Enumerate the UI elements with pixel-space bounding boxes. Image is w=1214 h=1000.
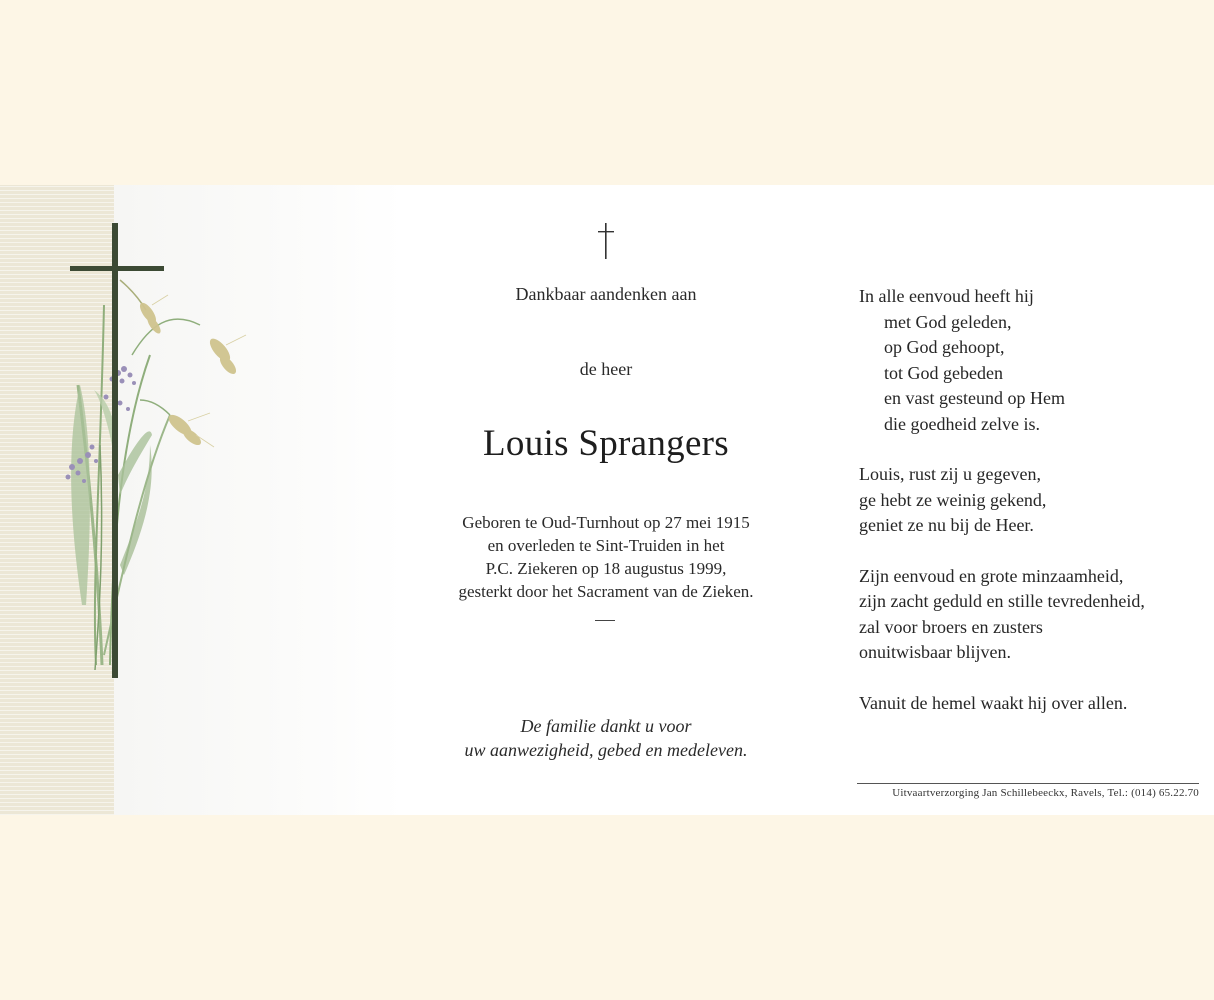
latin-cross-icon	[596, 223, 616, 259]
poem-line: Louis, rust zij u gegeven,	[859, 464, 1041, 484]
poem-line: die goedheid zelve is.	[884, 413, 1040, 434]
details-line: en overleden te Sint-Truiden in het	[487, 536, 725, 555]
poem-line: ge hebt ze weinig gekend,	[859, 489, 1047, 510]
poem-line: zal voor broers en zusters	[859, 616, 1043, 637]
poem-line: met God geleden,	[884, 311, 1012, 332]
intro-text: Dankbaar aandenken aan	[515, 284, 697, 304]
poem-line: Vanuit de hemel waakt hij over allen.	[859, 692, 1128, 713]
poem-line: zijn zacht geduld en stille tevredenheid,	[859, 591, 1145, 611]
poem-line: Zijn eenvoud en grote minzaamheid,	[859, 565, 1124, 586]
cross-with-wheat-and-flowers-icon	[0, 185, 260, 815]
memorial-card	[0, 185, 1214, 815]
deceased-name: Louis Sprangers	[483, 423, 729, 464]
family-thanks	[420, 714, 792, 762]
poem-stanza	[859, 462, 1204, 539]
poem	[859, 284, 1204, 741]
poem-line: onuitwisbaar blijven.	[859, 642, 1011, 662]
poem-line: geniet ze nu bij de Heer.	[859, 515, 1034, 535]
details-line: gesterkt door het Sacrament van de Zieken.	[458, 582, 754, 601]
poem-line: In alle eenvoud heeft hij	[859, 286, 1034, 306]
poem-stanza	[859, 284, 1204, 437]
poem-line: op God gehoopt,	[884, 337, 1005, 357]
funeral-director-credit: Uitvaartverzorging Jan Schillebeeckx, Ravels, Tel.: (014) 65.22.70	[892, 787, 1199, 799]
thanks-line: De familie dankt u voor	[520, 716, 692, 736]
details-line: Geboren te Oud-Turnhout op 27 mei 1915	[462, 513, 750, 532]
life-details	[420, 511, 792, 603]
details-line: P.C. Ziekeren op 18 augustus 1999,	[485, 559, 727, 578]
thanks-line: uw aanwezigheid, gebed en medeleven.	[464, 740, 748, 760]
footer-rule	[857, 783, 1199, 784]
poem-line: tot God gebeden	[884, 362, 1003, 383]
poem-stanza	[859, 691, 1204, 717]
salutation: de heer	[579, 359, 633, 379]
divider-dash	[595, 620, 615, 621]
poem-stanza	[859, 564, 1204, 666]
poem-line: en vast gesteund op Hem	[884, 388, 1065, 408]
